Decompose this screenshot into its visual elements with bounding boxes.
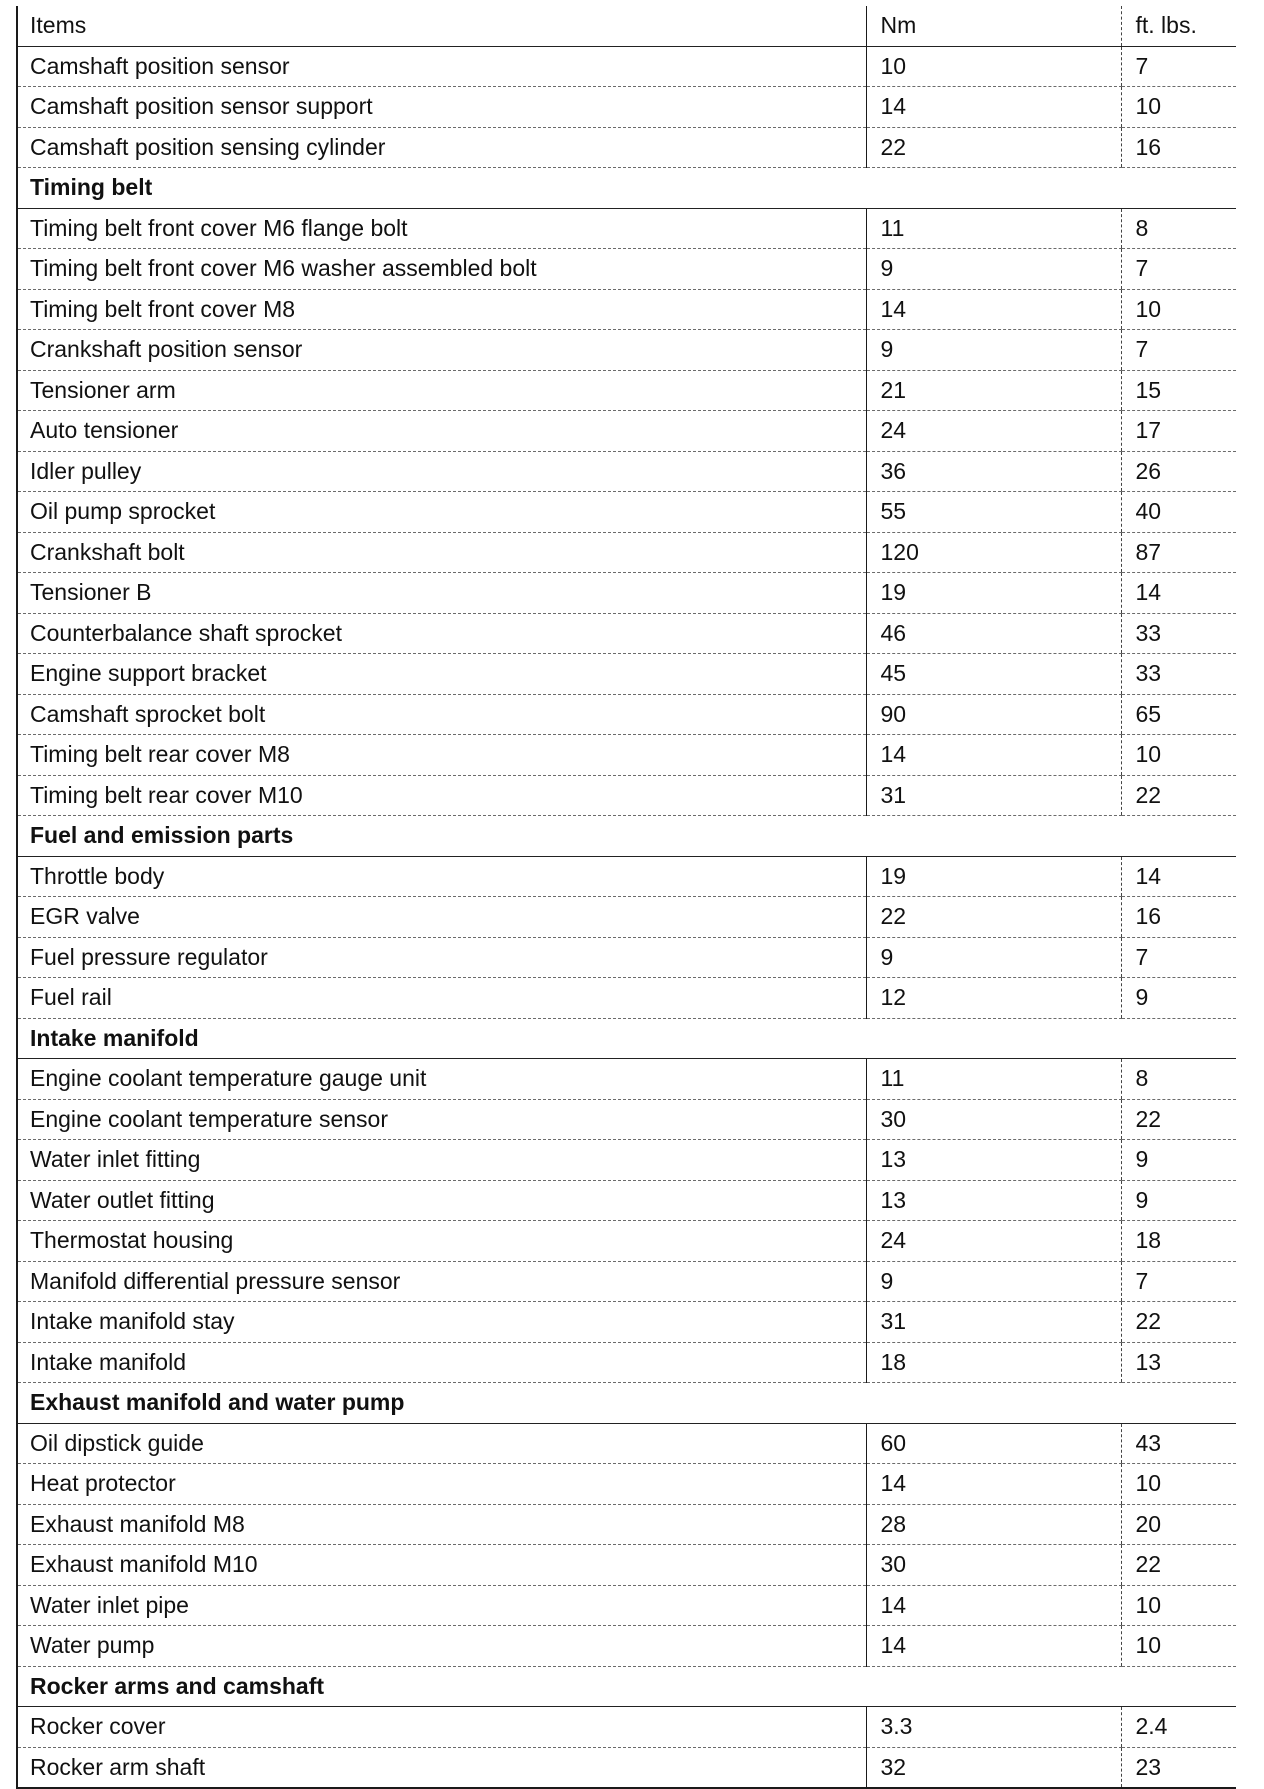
ft-lbs-cell: 33 xyxy=(1121,654,1236,695)
ft-lbs-cell: 26 xyxy=(1121,451,1236,492)
item-cell: Thermostat housing xyxy=(18,1221,866,1262)
ft-lbs-cell: 10 xyxy=(1121,1626,1236,1667)
item-cell: Rocker cover xyxy=(18,1707,866,1748)
item-cell: Auto tensioner xyxy=(18,411,866,452)
item-cell: Camshaft position sensing cylinder xyxy=(18,127,866,168)
table-row xyxy=(18,370,1236,411)
table-row xyxy=(18,411,1236,452)
table-row xyxy=(18,1747,1236,1788)
table-row xyxy=(18,289,1236,330)
table-row xyxy=(18,1180,1236,1221)
nm-cell: 14 xyxy=(866,1464,1121,1505)
ft-lbs-cell: 10 xyxy=(1121,735,1236,776)
table-row xyxy=(18,775,1236,816)
ft-lbs-cell: 22 xyxy=(1121,1545,1236,1586)
item-cell: Water outlet fitting xyxy=(18,1180,866,1221)
table-row xyxy=(18,46,1236,87)
table-row xyxy=(18,1342,1236,1383)
section-heading-row xyxy=(18,816,1236,857)
item-cell: EGR valve xyxy=(18,897,866,938)
item-cell: Water inlet pipe xyxy=(18,1585,866,1626)
nm-cell: 21 xyxy=(866,370,1121,411)
table-row xyxy=(18,1221,1236,1262)
item-cell: Water pump xyxy=(18,1626,866,1667)
table-row xyxy=(18,937,1236,978)
ft-lbs-cell: 22 xyxy=(1121,775,1236,816)
item-cell: Heat protector xyxy=(18,1464,866,1505)
ft-lbs-cell: 17 xyxy=(1121,411,1236,452)
table-row xyxy=(18,1504,1236,1545)
nm-cell: 19 xyxy=(866,573,1121,614)
item-cell: Tensioner B xyxy=(18,573,866,614)
item-cell: Camshaft position sensor xyxy=(18,46,866,87)
ft-lbs-cell: 13 xyxy=(1121,1342,1236,1383)
ft-lbs-cell: 8 xyxy=(1121,208,1236,249)
nm-cell: 24 xyxy=(866,411,1121,452)
table-row xyxy=(18,1626,1236,1667)
section-heading: Timing belt xyxy=(18,168,1236,209)
table-body xyxy=(18,46,1236,1788)
item-cell: Engine coolant temperature sensor xyxy=(18,1099,866,1140)
ft-lbs-cell: 16 xyxy=(1121,127,1236,168)
item-cell: Crankshaft position sensor xyxy=(18,330,866,371)
table-row xyxy=(18,127,1236,168)
nm-cell: 60 xyxy=(866,1423,1121,1464)
ft-lbs-cell: 9 xyxy=(1121,978,1236,1019)
table-row xyxy=(18,532,1236,573)
item-cell: Oil dipstick guide xyxy=(18,1423,866,1464)
section-heading: Rocker arms and camshaft xyxy=(18,1666,1236,1707)
ft-lbs-cell: 7 xyxy=(1121,330,1236,371)
ft-lbs-cell: 9 xyxy=(1121,1180,1236,1221)
ft-lbs-cell: 18 xyxy=(1121,1221,1236,1262)
table-row xyxy=(18,1707,1236,1748)
item-cell: Fuel pressure regulator xyxy=(18,937,866,978)
ft-lbs-cell: 87 xyxy=(1121,532,1236,573)
section-heading-row xyxy=(18,1666,1236,1707)
item-cell: Fuel rail xyxy=(18,978,866,1019)
ft-lbs-cell: 7 xyxy=(1121,46,1236,87)
nm-cell: 31 xyxy=(866,1302,1121,1343)
item-cell: Timing belt front cover M6 washer assembled bolt xyxy=(18,249,866,290)
table-row xyxy=(18,694,1236,735)
table-row xyxy=(18,978,1236,1019)
nm-cell: 90 xyxy=(866,694,1121,735)
nm-cell: 9 xyxy=(866,1261,1121,1302)
ft-lbs-cell: 7 xyxy=(1121,937,1236,978)
nm-cell: 120 xyxy=(866,532,1121,573)
nm-cell: 36 xyxy=(866,451,1121,492)
nm-cell: 22 xyxy=(866,127,1121,168)
nm-cell: 55 xyxy=(866,492,1121,533)
item-cell: Exhaust manifold M10 xyxy=(18,1545,866,1586)
item-cell: Engine coolant temperature gauge unit xyxy=(18,1059,866,1100)
table-row xyxy=(18,1585,1236,1626)
ft-lbs-cell: 65 xyxy=(1121,694,1236,735)
nm-cell: 3.3 xyxy=(866,1707,1121,1748)
section-heading: Fuel and emission parts xyxy=(18,816,1236,857)
ft-lbs-cell: 16 xyxy=(1121,897,1236,938)
item-cell: Counterbalance shaft sprocket xyxy=(18,613,866,654)
nm-cell: 24 xyxy=(866,1221,1121,1262)
table-header-row xyxy=(18,6,1236,46)
ft-lbs-cell: 7 xyxy=(1121,249,1236,290)
ft-lbs-cell: 22 xyxy=(1121,1099,1236,1140)
section-heading: Exhaust manifold and water pump xyxy=(18,1383,1236,1424)
section-heading-row xyxy=(18,1018,1236,1059)
ft-lbs-cell: 43 xyxy=(1121,1423,1236,1464)
nm-cell: 14 xyxy=(866,1626,1121,1667)
table-row xyxy=(18,1464,1236,1505)
ft-lbs-cell: 10 xyxy=(1121,289,1236,330)
torque-spec-sheet xyxy=(16,6,1236,1789)
item-cell: Rocker arm shaft xyxy=(18,1747,866,1788)
section-heading: Intake manifold xyxy=(18,1018,1236,1059)
table-row xyxy=(18,897,1236,938)
nm-cell: 32 xyxy=(866,1747,1121,1788)
table-row xyxy=(18,1261,1236,1302)
torque-table xyxy=(18,6,1236,1789)
nm-cell: 11 xyxy=(866,208,1121,249)
table-row xyxy=(18,1140,1236,1181)
item-cell: Water inlet fitting xyxy=(18,1140,866,1181)
nm-cell: 14 xyxy=(866,735,1121,776)
nm-cell: 9 xyxy=(866,937,1121,978)
item-cell: Engine support bracket xyxy=(18,654,866,695)
item-cell: Tensioner arm xyxy=(18,370,866,411)
item-cell: Timing belt front cover M8 xyxy=(18,289,866,330)
item-cell: Oil pump sprocket xyxy=(18,492,866,533)
nm-cell: 9 xyxy=(866,249,1121,290)
item-cell: Timing belt rear cover M10 xyxy=(18,775,866,816)
nm-cell: 11 xyxy=(866,1059,1121,1100)
ft-lbs-cell: 22 xyxy=(1121,1302,1236,1343)
nm-cell: 9 xyxy=(866,330,1121,371)
ft-lbs-cell: 8 xyxy=(1121,1059,1236,1100)
table-row xyxy=(18,87,1236,128)
nm-cell: 14 xyxy=(866,87,1121,128)
ft-lbs-cell: 10 xyxy=(1121,87,1236,128)
ft-lbs-cell: 33 xyxy=(1121,613,1236,654)
item-cell: Crankshaft bolt xyxy=(18,532,866,573)
item-cell: Camshaft sprocket bolt xyxy=(18,694,866,735)
table-row xyxy=(18,451,1236,492)
section-heading-row xyxy=(18,1383,1236,1424)
table-row xyxy=(18,856,1236,897)
column-header-items: Items xyxy=(18,6,866,46)
ft-lbs-cell: 14 xyxy=(1121,856,1236,897)
column-header-nm: Nm xyxy=(866,6,1121,46)
table-row xyxy=(18,208,1236,249)
ft-lbs-cell: 23 xyxy=(1121,1747,1236,1788)
item-cell: Manifold differential pressure sensor xyxy=(18,1261,866,1302)
item-cell: Idler pulley xyxy=(18,451,866,492)
nm-cell: 14 xyxy=(866,1585,1121,1626)
ft-lbs-cell: 2.4 xyxy=(1121,1707,1236,1748)
table-row xyxy=(18,1545,1236,1586)
ft-lbs-cell: 7 xyxy=(1121,1261,1236,1302)
nm-cell: 12 xyxy=(866,978,1121,1019)
column-header-ft-lbs: ft. lbs. xyxy=(1121,6,1236,46)
table-row xyxy=(18,1423,1236,1464)
ft-lbs-cell: 9 xyxy=(1121,1140,1236,1181)
section-heading-row xyxy=(18,168,1236,209)
nm-cell: 18 xyxy=(866,1342,1121,1383)
table-row xyxy=(18,492,1236,533)
nm-cell: 13 xyxy=(866,1180,1121,1221)
item-cell: Timing belt front cover M6 flange bolt xyxy=(18,208,866,249)
ft-lbs-cell: 10 xyxy=(1121,1585,1236,1626)
nm-cell: 45 xyxy=(866,654,1121,695)
item-cell: Throttle body xyxy=(18,856,866,897)
nm-cell: 30 xyxy=(866,1099,1121,1140)
nm-cell: 10 xyxy=(866,46,1121,87)
nm-cell: 13 xyxy=(866,1140,1121,1181)
table-row xyxy=(18,330,1236,371)
item-cell: Intake manifold stay xyxy=(18,1302,866,1343)
table-row xyxy=(18,1059,1236,1100)
nm-cell: 31 xyxy=(866,775,1121,816)
item-cell: Exhaust manifold M8 xyxy=(18,1504,866,1545)
nm-cell: 19 xyxy=(866,856,1121,897)
table-row xyxy=(18,1099,1236,1140)
nm-cell: 22 xyxy=(866,897,1121,938)
ft-lbs-cell: 14 xyxy=(1121,573,1236,614)
table-row xyxy=(18,613,1236,654)
ft-lbs-cell: 20 xyxy=(1121,1504,1236,1545)
ft-lbs-cell: 40 xyxy=(1121,492,1236,533)
item-cell: Timing belt rear cover M8 xyxy=(18,735,866,776)
nm-cell: 30 xyxy=(866,1545,1121,1586)
table-row xyxy=(18,654,1236,695)
nm-cell: 46 xyxy=(866,613,1121,654)
nm-cell: 14 xyxy=(866,289,1121,330)
table-row xyxy=(18,249,1236,290)
item-cell: Camshaft position sensor support xyxy=(18,87,866,128)
nm-cell: 28 xyxy=(866,1504,1121,1545)
table-row xyxy=(18,573,1236,614)
item-cell: Intake manifold xyxy=(18,1342,866,1383)
table-row xyxy=(18,1302,1236,1343)
ft-lbs-cell: 10 xyxy=(1121,1464,1236,1505)
ft-lbs-cell: 15 xyxy=(1121,370,1236,411)
table-row xyxy=(18,735,1236,776)
